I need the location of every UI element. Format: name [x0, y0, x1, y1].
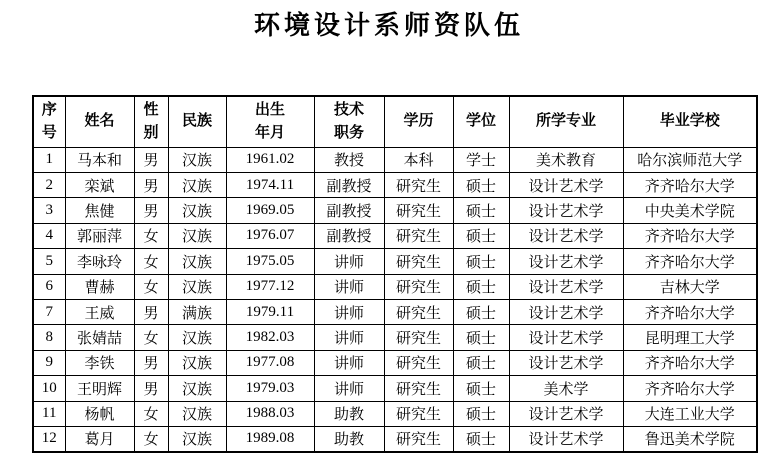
- column-header-line: 技术: [333, 101, 364, 118]
- table-cell: 副教授: [314, 172, 384, 197]
- table-cell: 副教授: [314, 198, 384, 223]
- table-cell: 美术学: [509, 376, 623, 401]
- column-header-min-zu: [168, 96, 226, 147]
- table-cell: 女: [134, 325, 168, 350]
- column-header-xu-hao: [33, 96, 65, 147]
- table-cell: 齐齐哈尔大学: [623, 223, 757, 248]
- table-cell: 李咏玲: [65, 249, 134, 274]
- table-cell: 1976.07: [226, 223, 314, 248]
- table-row: [33, 172, 757, 197]
- table-cell: 讲师: [314, 376, 384, 401]
- table-cell: 大连工业大学: [623, 401, 757, 426]
- table-cell: 1977.12: [226, 274, 314, 299]
- table-cell: 设计艺术学: [509, 401, 623, 426]
- table-cell: 12: [33, 426, 65, 452]
- table-cell: 汉族: [168, 401, 226, 426]
- table-cell: 讲师: [314, 350, 384, 375]
- table-cell: 教授: [314, 147, 384, 172]
- table-cell: 助教: [314, 426, 384, 452]
- table-cell: 硕士: [453, 172, 509, 197]
- faculty-table: [32, 95, 758, 453]
- table-cell: 男: [134, 198, 168, 223]
- table-row: [33, 198, 757, 223]
- table-cell: 学士: [453, 147, 509, 172]
- faculty-table-body: [33, 147, 757, 452]
- table-row: [33, 401, 757, 426]
- table-cell: 1989.08: [226, 426, 314, 452]
- column-header-line: 民族: [181, 113, 212, 130]
- table-cell: 男: [134, 376, 168, 401]
- table-cell: 6: [33, 274, 65, 299]
- table-cell: 女: [134, 249, 168, 274]
- column-header-line: 别: [143, 124, 159, 141]
- table-cell: 齐齐哈尔大学: [623, 299, 757, 324]
- table-cell: 7: [33, 299, 65, 324]
- table-cell: 汉族: [168, 376, 226, 401]
- table-cell: 硕士: [453, 299, 509, 324]
- table-cell: 讲师: [314, 325, 384, 350]
- table-cell: 美术教育: [509, 147, 623, 172]
- column-header-line: 学位: [465, 113, 496, 130]
- column-header-xing-bie: [134, 96, 168, 147]
- table-row: [33, 325, 757, 350]
- table-cell: 汉族: [168, 198, 226, 223]
- table-cell: 汉族: [168, 325, 226, 350]
- table-row: [33, 249, 757, 274]
- table-cell: 10: [33, 376, 65, 401]
- table-row: [33, 376, 757, 401]
- table-cell: 4: [33, 223, 65, 248]
- table-cell: 男: [134, 172, 168, 197]
- table-cell: 设计艺术学: [509, 325, 623, 350]
- table-cell: 硕士: [453, 426, 509, 452]
- table-row: [33, 223, 757, 248]
- table-cell: 1: [33, 147, 65, 172]
- table-cell: 汉族: [168, 223, 226, 248]
- table-cell: 硕士: [453, 223, 509, 248]
- table-cell: 杨帆: [65, 401, 134, 426]
- table-cell: 研究生: [384, 350, 453, 375]
- column-header-line: 出生: [254, 101, 285, 118]
- table-cell: 研究生: [384, 223, 453, 248]
- table-cell: 9: [33, 350, 65, 375]
- table-cell: 研究生: [384, 249, 453, 274]
- table-cell: 葛月: [65, 426, 134, 452]
- table-cell: 男: [134, 299, 168, 324]
- table-cell: 研究生: [384, 274, 453, 299]
- table-cell: 女: [134, 401, 168, 426]
- column-header-xue-li: [384, 96, 453, 147]
- table-cell: 设计艺术学: [509, 249, 623, 274]
- table-cell: 讲师: [314, 299, 384, 324]
- table-cell: 硕士: [453, 198, 509, 223]
- table-cell: 女: [134, 223, 168, 248]
- table-cell: 设计艺术学: [509, 350, 623, 375]
- column-header-line: 序: [41, 101, 57, 118]
- table-cell: 1982.03: [226, 325, 314, 350]
- table-cell: 设计艺术学: [509, 198, 623, 223]
- table-cell: 鲁迅美术学院: [623, 426, 757, 452]
- table-cell: 汉族: [168, 249, 226, 274]
- header-row: [33, 96, 757, 147]
- table-cell: 汉族: [168, 147, 226, 172]
- table-cell: 吉林大学: [623, 274, 757, 299]
- table-cell: 1961.02: [226, 147, 314, 172]
- table-cell: 汉族: [168, 172, 226, 197]
- table-cell: 2: [33, 172, 65, 197]
- table-cell: 王威: [65, 299, 134, 324]
- table-cell: 1979.11: [226, 299, 314, 324]
- table-cell: 王明辉: [65, 376, 134, 401]
- table-cell: 曹赫: [65, 274, 134, 299]
- table-cell: 8: [33, 325, 65, 350]
- table-cell: 设计艺术学: [509, 299, 623, 324]
- table-cell: 齐齐哈尔大学: [623, 350, 757, 375]
- table-cell: 女: [134, 274, 168, 299]
- table-row: [33, 274, 757, 299]
- table-cell: 研究生: [384, 401, 453, 426]
- column-header-xue-wei: [453, 96, 509, 147]
- column-header-line: 姓名: [84, 113, 115, 130]
- table-cell: 硕士: [453, 325, 509, 350]
- table-cell: 研究生: [384, 325, 453, 350]
- table-row: [33, 350, 757, 375]
- table-cell: 硕士: [453, 376, 509, 401]
- table-row: [33, 299, 757, 324]
- table-cell: 设计艺术学: [509, 172, 623, 197]
- table-cell: 硕士: [453, 274, 509, 299]
- table-cell: 助教: [314, 401, 384, 426]
- table-cell: 硕士: [453, 350, 509, 375]
- table-cell: 研究生: [384, 172, 453, 197]
- column-header-line: 毕业学校: [659, 113, 720, 130]
- table-cell: 设计艺术学: [509, 426, 623, 452]
- table-cell: 男: [134, 147, 168, 172]
- table-cell: 1974.11: [226, 172, 314, 197]
- table-cell: 设计艺术学: [509, 274, 623, 299]
- column-header-line: 学历: [403, 113, 434, 130]
- table-cell: 本科: [384, 147, 453, 172]
- table-cell: 设计艺术学: [509, 223, 623, 248]
- table-cell: 副教授: [314, 223, 384, 248]
- table-cell: 齐齐哈尔大学: [623, 172, 757, 197]
- table-cell: 11: [33, 401, 65, 426]
- table-cell: 齐齐哈尔大学: [623, 376, 757, 401]
- table-cell: 郭丽萍: [65, 223, 134, 248]
- column-header-xing-ming: [65, 96, 134, 147]
- table-cell: 硕士: [453, 249, 509, 274]
- table-cell: 1988.03: [226, 401, 314, 426]
- table-cell: 哈尔滨师范大学: [623, 147, 757, 172]
- column-header-chusheng-nianyue: [226, 96, 314, 147]
- column-header-line: 所学专业: [535, 113, 596, 130]
- table-cell: 昆明理工大学: [623, 325, 757, 350]
- table-cell: 汉族: [168, 274, 226, 299]
- table-cell: 硕士: [453, 401, 509, 426]
- table-cell: 1977.08: [226, 350, 314, 375]
- column-header-biye-xuexiao: [623, 96, 757, 147]
- column-header-suoxue-zhuanye: [509, 96, 623, 147]
- column-header-line: 号: [41, 124, 57, 141]
- table-cell: 女: [134, 426, 168, 452]
- table-cell: 1975.05: [226, 249, 314, 274]
- faculty-table-header: [33, 96, 757, 147]
- page-title: 环境设计系师资队伍: [253, 11, 524, 40]
- table-cell: 齐齐哈尔大学: [623, 249, 757, 274]
- table-cell: 1979.03: [226, 376, 314, 401]
- table-cell: 研究生: [384, 299, 453, 324]
- table-cell: 李铁: [65, 350, 134, 375]
- table-row: [33, 147, 757, 172]
- table-cell: 焦健: [65, 198, 134, 223]
- table-cell: 讲师: [314, 274, 384, 299]
- table-cell: 汉族: [168, 350, 226, 375]
- table-cell: 研究生: [384, 198, 453, 223]
- table-cell: 汉族: [168, 426, 226, 452]
- table-cell: 中央美术学院: [623, 198, 757, 223]
- table-row: [33, 426, 757, 452]
- column-header-line: 职务: [333, 124, 364, 141]
- table-cell: 研究生: [384, 426, 453, 452]
- table-cell: 5: [33, 249, 65, 274]
- column-header-jishu-zhiwu: [314, 96, 384, 147]
- table-cell: 1969.05: [226, 198, 314, 223]
- table-cell: 讲师: [314, 249, 384, 274]
- table-cell: 3: [33, 198, 65, 223]
- table-cell: 满族: [168, 299, 226, 324]
- table-cell: 张婧喆: [65, 325, 134, 350]
- table-cell: 研究生: [384, 376, 453, 401]
- column-header-line: 性: [143, 101, 159, 118]
- column-header-line: 年月: [254, 124, 285, 141]
- table-cell: 马本和: [65, 147, 134, 172]
- table-cell: 男: [134, 350, 168, 375]
- table-cell: 栾斌: [65, 172, 134, 197]
